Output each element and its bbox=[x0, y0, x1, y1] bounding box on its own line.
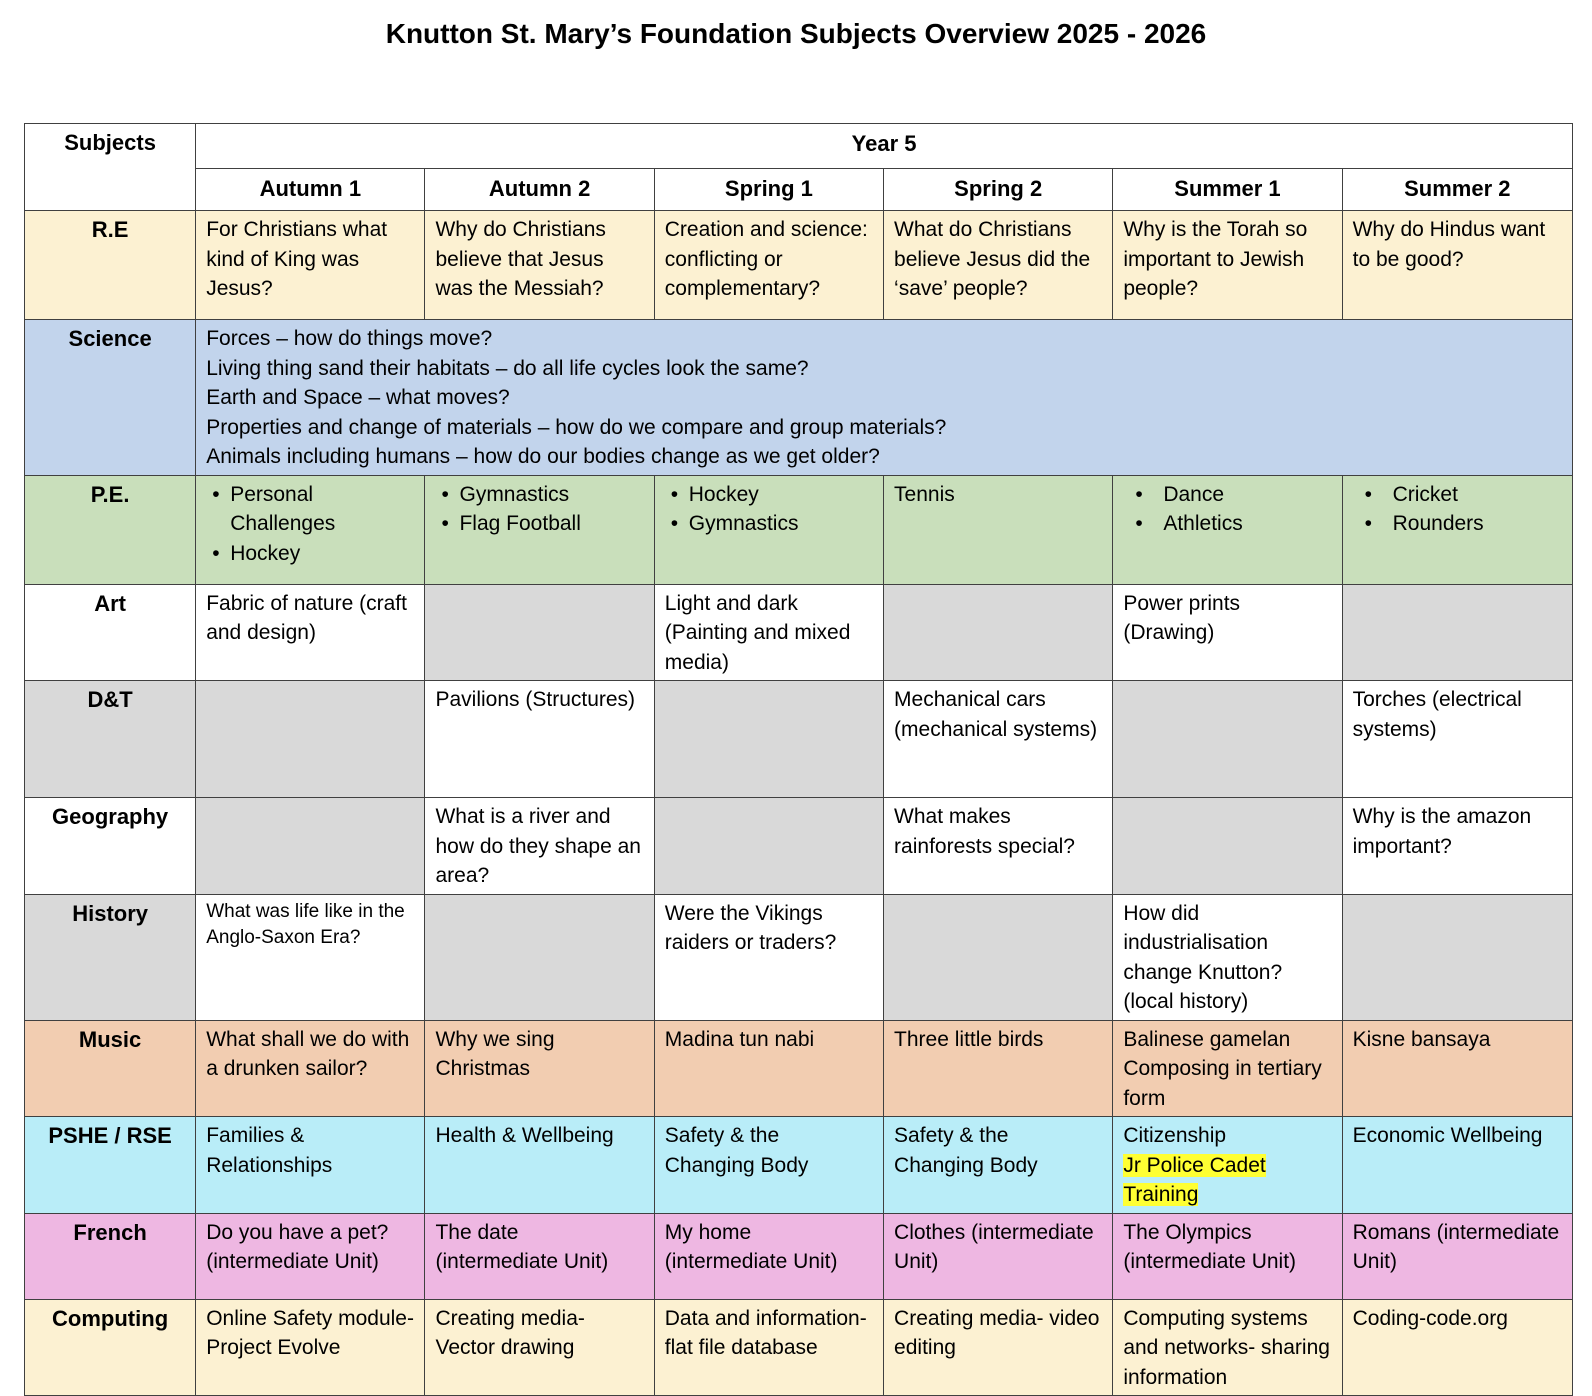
science-topic: Earth and Space – what moves? bbox=[206, 386, 510, 409]
cell-art-autumn-2 bbox=[425, 584, 654, 681]
cell-pe-summer-2 bbox=[1342, 475, 1572, 584]
list-item: • Athletics bbox=[1123, 509, 1331, 539]
cell-pe-spring-1 bbox=[654, 475, 883, 584]
cell-music-spring-1: Madina tun nabi bbox=[654, 1020, 883, 1117]
cell-re-spring-2: What do Christians believe Jesus did the ‘save’ people? bbox=[884, 211, 1113, 320]
cell-dt-autumn-2: Pavilions (Structures) bbox=[425, 681, 654, 798]
cell-dt-spring-2: Mechanical cars (mechanical systems) bbox=[884, 681, 1113, 798]
row-pshe bbox=[25, 1117, 1573, 1214]
cell-re-autumn-1: For Christians what kind of King was Jesus? bbox=[196, 211, 425, 320]
science-topic: Animals including humans – how do our bodies change as we get older? bbox=[206, 445, 880, 468]
row-geography bbox=[25, 798, 1573, 895]
cell-geography-summer-1 bbox=[1113, 798, 1342, 895]
cell-history-spring-2 bbox=[884, 894, 1113, 1020]
cell-dt-summer-2: Torches (electrical systems) bbox=[1342, 681, 1572, 798]
highlighted-text: Jr Police Cadet Training bbox=[1123, 1153, 1266, 1206]
row-art bbox=[25, 584, 1573, 681]
term-header-spring-1: Spring 1 bbox=[654, 169, 883, 211]
subjects-overview-table bbox=[24, 123, 1573, 1396]
cell-pe-autumn-1 bbox=[196, 475, 425, 584]
subjects-header: Subjects bbox=[25, 124, 196, 211]
science-topic: Properties and change of materials – how do we compare and group materials? bbox=[206, 415, 947, 439]
cell-pshe-spring-2: Safety & the Changing Body bbox=[884, 1117, 1113, 1214]
list-item: • Hockey bbox=[665, 480, 873, 510]
term-header-summer-1: Summer 1 bbox=[1113, 169, 1342, 211]
subject-label-history: History bbox=[25, 894, 196, 1020]
list-item: • Flag Football bbox=[435, 509, 643, 539]
cell-history-summer-2 bbox=[1342, 894, 1572, 1020]
cell-dt-summer-1 bbox=[1113, 681, 1342, 798]
row-french bbox=[25, 1213, 1573, 1299]
cell-music-autumn-1: What shall we do with a drunken sailor? bbox=[196, 1020, 425, 1117]
cell-re-summer-1: Why is the Torah so important to Jewish people? bbox=[1113, 211, 1342, 320]
cell-french-spring-2: Clothes (intermediate Unit) bbox=[884, 1213, 1113, 1299]
subject-label-science: Science bbox=[25, 320, 196, 476]
cell-computing-summer-2: Coding-code.org bbox=[1342, 1299, 1572, 1396]
cell-french-spring-1: My home (intermediate Unit) bbox=[654, 1213, 883, 1299]
cell-geography-autumn-2: What is a river and how do they shape an area? bbox=[425, 798, 654, 895]
cell-art-spring-2 bbox=[884, 584, 1113, 681]
subject-label-pe: P.E. bbox=[25, 475, 196, 584]
subject-label-music: Music bbox=[25, 1020, 196, 1117]
cell-geography-autumn-1 bbox=[196, 798, 425, 895]
pe-list bbox=[1123, 480, 1331, 539]
cell-computing-spring-1: Data and information- flat file database bbox=[654, 1299, 883, 1396]
row-music bbox=[25, 1020, 1573, 1117]
cell-geography-spring-2: What makes rainforests special? bbox=[884, 798, 1113, 895]
cell-history-autumn-1: What was life like in the Anglo-Saxon Era? bbox=[196, 894, 425, 1020]
cell-music-autumn-2: Why we sing Christmas bbox=[425, 1020, 654, 1117]
row-computing bbox=[25, 1299, 1573, 1396]
pshe-summer-1-topic: Citizenship bbox=[1123, 1124, 1227, 1147]
cell-french-autumn-2: The date (intermediate Unit) bbox=[425, 1213, 654, 1299]
cell-music-summer-1: Balinese gamelan Composing in tertiary form bbox=[1113, 1020, 1342, 1117]
row-science bbox=[25, 320, 1573, 476]
cell-french-autumn-1: Do you have a pet? (intermediate Unit) bbox=[196, 1213, 425, 1299]
term-header-spring-2: Spring 2 bbox=[884, 169, 1113, 211]
list-item: • Cricket bbox=[1353, 480, 1562, 510]
cell-art-summer-1: Power prints (Drawing) bbox=[1113, 584, 1342, 681]
cell-history-summer-1: How did industrialisation change Knutton? (local history) bbox=[1113, 894, 1342, 1020]
cell-french-summer-1: The Olympics (intermediate Unit) bbox=[1113, 1213, 1342, 1299]
pe-list bbox=[665, 480, 873, 539]
cell-music-spring-2: Three little birds bbox=[884, 1020, 1113, 1117]
cell-dt-spring-1 bbox=[654, 681, 883, 798]
science-topic: Living thing sand their habitats – do all life cycles look the same? bbox=[206, 356, 809, 380]
row-dt bbox=[25, 681, 1573, 798]
pe-list bbox=[1353, 480, 1562, 539]
cell-geography-spring-1 bbox=[654, 798, 883, 895]
cell-re-summer-2: Why do Hindus want to be good? bbox=[1342, 211, 1572, 320]
cell-history-autumn-2 bbox=[425, 894, 654, 1020]
list-item: • Gymnastics bbox=[435, 480, 643, 510]
list-item: • Gymnastics bbox=[665, 509, 873, 539]
cell-science-year bbox=[196, 320, 1573, 476]
cell-computing-autumn-2: Creating media- Vector drawing bbox=[425, 1299, 654, 1396]
list-item: • Personal Challenges bbox=[206, 480, 414, 539]
cell-french-summer-2: Romans (intermediate Unit) bbox=[1342, 1213, 1572, 1299]
subject-label-dt: D&T bbox=[25, 681, 196, 798]
cell-computing-summer-1: Computing systems and networks- sharing information bbox=[1113, 1299, 1342, 1396]
cell-dt-autumn-1 bbox=[196, 681, 425, 798]
cell-history-spring-1: Were the Vikings raiders or traders? bbox=[654, 894, 883, 1020]
cell-pshe-autumn-1: Families & Relationships bbox=[196, 1117, 425, 1214]
cell-pe-spring-2: Tennis bbox=[884, 475, 1113, 584]
row-history bbox=[25, 894, 1573, 1020]
cell-pshe-autumn-2: Health & Wellbeing bbox=[425, 1117, 654, 1214]
row-re bbox=[25, 211, 1573, 320]
cell-geography-summer-2: Why is the amazon important? bbox=[1342, 798, 1572, 895]
cell-pe-summer-1 bbox=[1113, 475, 1342, 584]
row-pe bbox=[25, 475, 1573, 584]
subject-label-art: Art bbox=[25, 584, 196, 681]
subject-label-re: R.E bbox=[25, 211, 196, 320]
cell-computing-spring-2: Creating media- video editing bbox=[884, 1299, 1113, 1396]
cell-re-spring-1: Creation and science: conflicting or complementary? bbox=[654, 211, 883, 320]
year-header: Year 5 bbox=[196, 124, 1573, 169]
page-title: Knutton St. Mary’s Foundation Subjects Overview 2025 - 2026 bbox=[385, 18, 1207, 49]
term-header-autumn-1: Autumn 1 bbox=[196, 169, 425, 211]
subject-label-french: French bbox=[25, 1213, 196, 1299]
cell-re-autumn-2: Why do Christians believe that Jesus was the Messiah? bbox=[425, 211, 654, 320]
cell-pe-autumn-2 bbox=[425, 475, 654, 584]
pe-list bbox=[435, 480, 643, 539]
cell-art-summer-2 bbox=[1342, 584, 1572, 681]
list-item: • Dance bbox=[1123, 480, 1331, 510]
cell-pshe-summer-1 bbox=[1113, 1117, 1342, 1214]
list-item: • Rounders bbox=[1353, 509, 1562, 539]
subject-label-pshe: PSHE / RSE bbox=[25, 1117, 196, 1214]
science-topic: Forces – how do things move? bbox=[206, 327, 493, 350]
pe-list bbox=[206, 480, 414, 569]
cell-computing-autumn-1: Online Safety module- Project Evolve bbox=[196, 1299, 425, 1396]
cell-pshe-spring-1: Safety & the Changing Body bbox=[654, 1117, 883, 1214]
cell-pshe-summer-2: Economic Wellbeing bbox=[1342, 1117, 1572, 1214]
term-header-summer-2: Summer 2 bbox=[1342, 169, 1572, 211]
term-header-autumn-2: Autumn 2 bbox=[425, 169, 654, 211]
cell-art-autumn-1: Fabric of nature (craft and design) bbox=[196, 584, 425, 681]
list-item: • Hockey bbox=[206, 539, 414, 569]
subject-label-computing: Computing bbox=[25, 1299, 196, 1396]
subject-label-geography: Geography bbox=[25, 798, 196, 895]
cell-art-spring-1: Light and dark (Painting and mixed media) bbox=[654, 584, 883, 681]
cell-music-summer-2: Kisne bansaya bbox=[1342, 1020, 1572, 1117]
